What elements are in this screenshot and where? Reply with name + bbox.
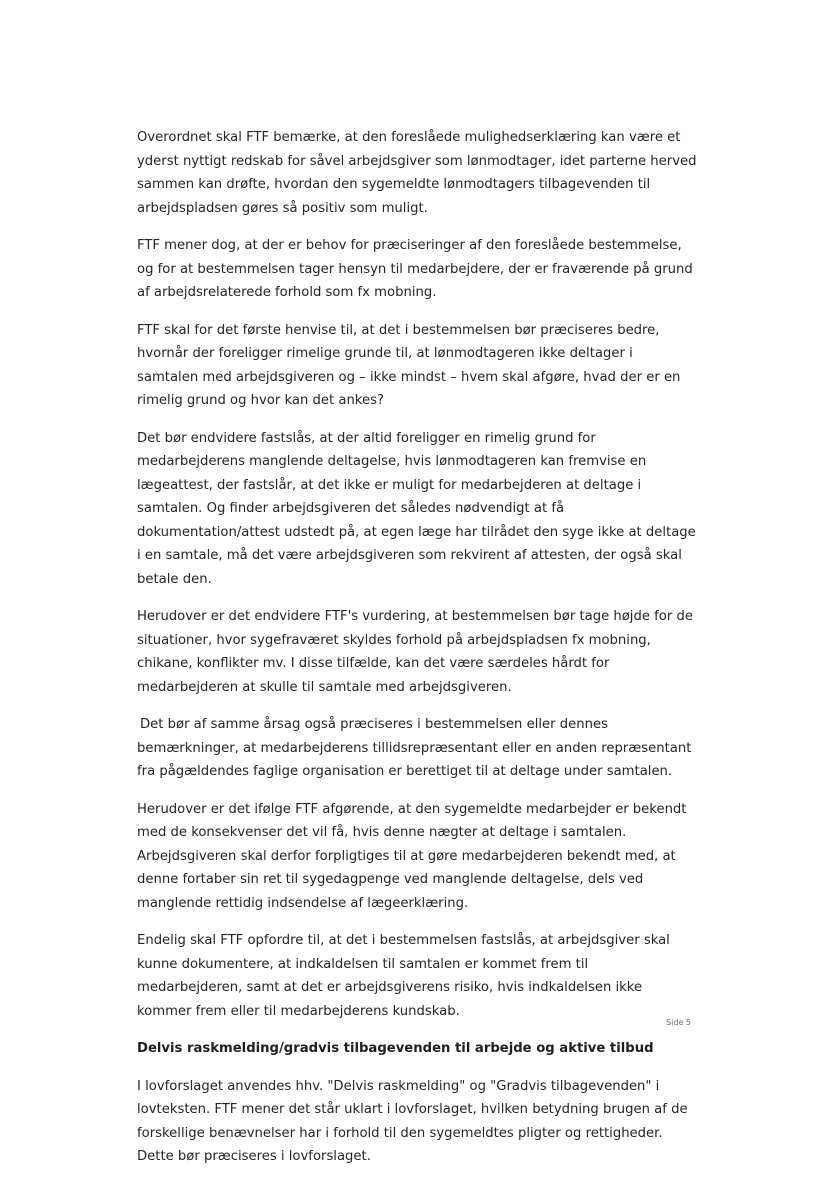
paragraph-union-representative: Det bør af samme årsag også præciseres i bestemmelsen eller dennes bemærkninger, at medarbejderens tillidsrepræsentant eller en anden repræsentant fra pågældendes faglige organisation er berettiget til at deltage under samtalen.	[137, 717, 692, 779]
paragraph-workplace-conditions: Herudover er det endvidere FTF's vurdering, at bestemmelsen bør tage højde for de situationer, hvor sygefraværet skyldes forhold på arbejdspladsen fx mobning, chikane, konflikter mv. I disse tilfælde, kan det være særdeles hårdt for medarbejderen at skulle til samtale med arbejdsgiveren.	[137, 609, 693, 695]
paragraph-medical-certificate: Det bør endvidere fastslås, at der altid foreligger en rimelig grund for medarbejderens manglende deltagelse, hvis lønmodtageren kan fremvise en lægeattest, der fastslår, at det ikke er muligt for medarbejderen at deltage i samtalen. Og finder arbejdsgiveren det således nødvendigt at få dokumentation/attest udstedt på, at egen læge har tilrådet den syge ikke at deltage i en samtale, må det være arbejdsgiveren som rekvirent af attesten, der også skal betale den.	[137, 430, 696, 587]
section-heading: Delvis raskmelding/gradvis tilbagevenden til arbejde og aktive tilbud	[137, 1041, 654, 1056]
paragraph-need-for-clarification: FTF mener dog, at der er behov for præciseringer af den foreslåede bestemmelse, og for at bestemmelsen tager hensyn til medarbejdere, der er fraværende på grund af arbejdsrelaterede forhold som fx mobning.	[137, 238, 693, 300]
paragraph-terminology: I lovforslaget anvendes hhv. "Delvis raskmelding" og "Gradvis tilbagevenden" i lovteksten. FTF mener det står uklart i lovforslaget, hvilken betydning brugen af de forskellige benævnelser har i forhold til den sygemeldtes pligter og rettigheder. Dette bør præciseres i lovforslaget.	[137, 1078, 688, 1164]
page-number: Side 5	[666, 1018, 691, 1027]
paragraph-consequences: Herudover er det ifølge FTF afgørende, at den sygemeldte medarbejder er bekendt med de konsekvenser det vil få, hvis denne nægter at deltage i samtalen. Arbejdsgiveren skal derfor forpligtiges til at gøre medarbejderen bekendt med, at denne fortaber sin ret til sygedagpenge ved manglende deltagelse, dels ved manglende rettidig indsendelse af lægeerklæring.	[137, 801, 687, 911]
paragraph-documentation: Endelig skal FTF opfordre til, at det i bestemmelsen fastslås, at arbejdsgiver skal kunne dokumentere, at indkaldelsen til samtalen er kommet frem til medarbejderen, samt at det er arbejdsgiverens risiko, hvis indkaldelsen ikke kommer frem eller til medarbejderens kundskab.	[137, 933, 670, 1019]
paragraph-reasonable-grounds: FTF skal for det første henvise til, at det i bestemmelsen bør præciseres bedre, hvornår der foreligger rimelige grunde til, at lønmodtageren ikke deltager i samtalen med arbejdsgiveren og – ikke mindst – hvem skal afgøre, hvad der er en rimelig grund og hvor kan det ankes?	[137, 322, 681, 408]
paragraph-overall-assessment: Overordnet skal FTF bemærke, at den foreslåede mulighedserklæring kan være et yderst nyttigt redskab for såvel arbejdsgiver som lønmodtager, idet parterne herved sammen kan drøfte, hvordan den sygemeldte lønmodtagers tilbagevenden til arbejdspladsen gøres så positiv som muligt.	[137, 130, 697, 216]
document-body	[137, 126, 697, 1183]
